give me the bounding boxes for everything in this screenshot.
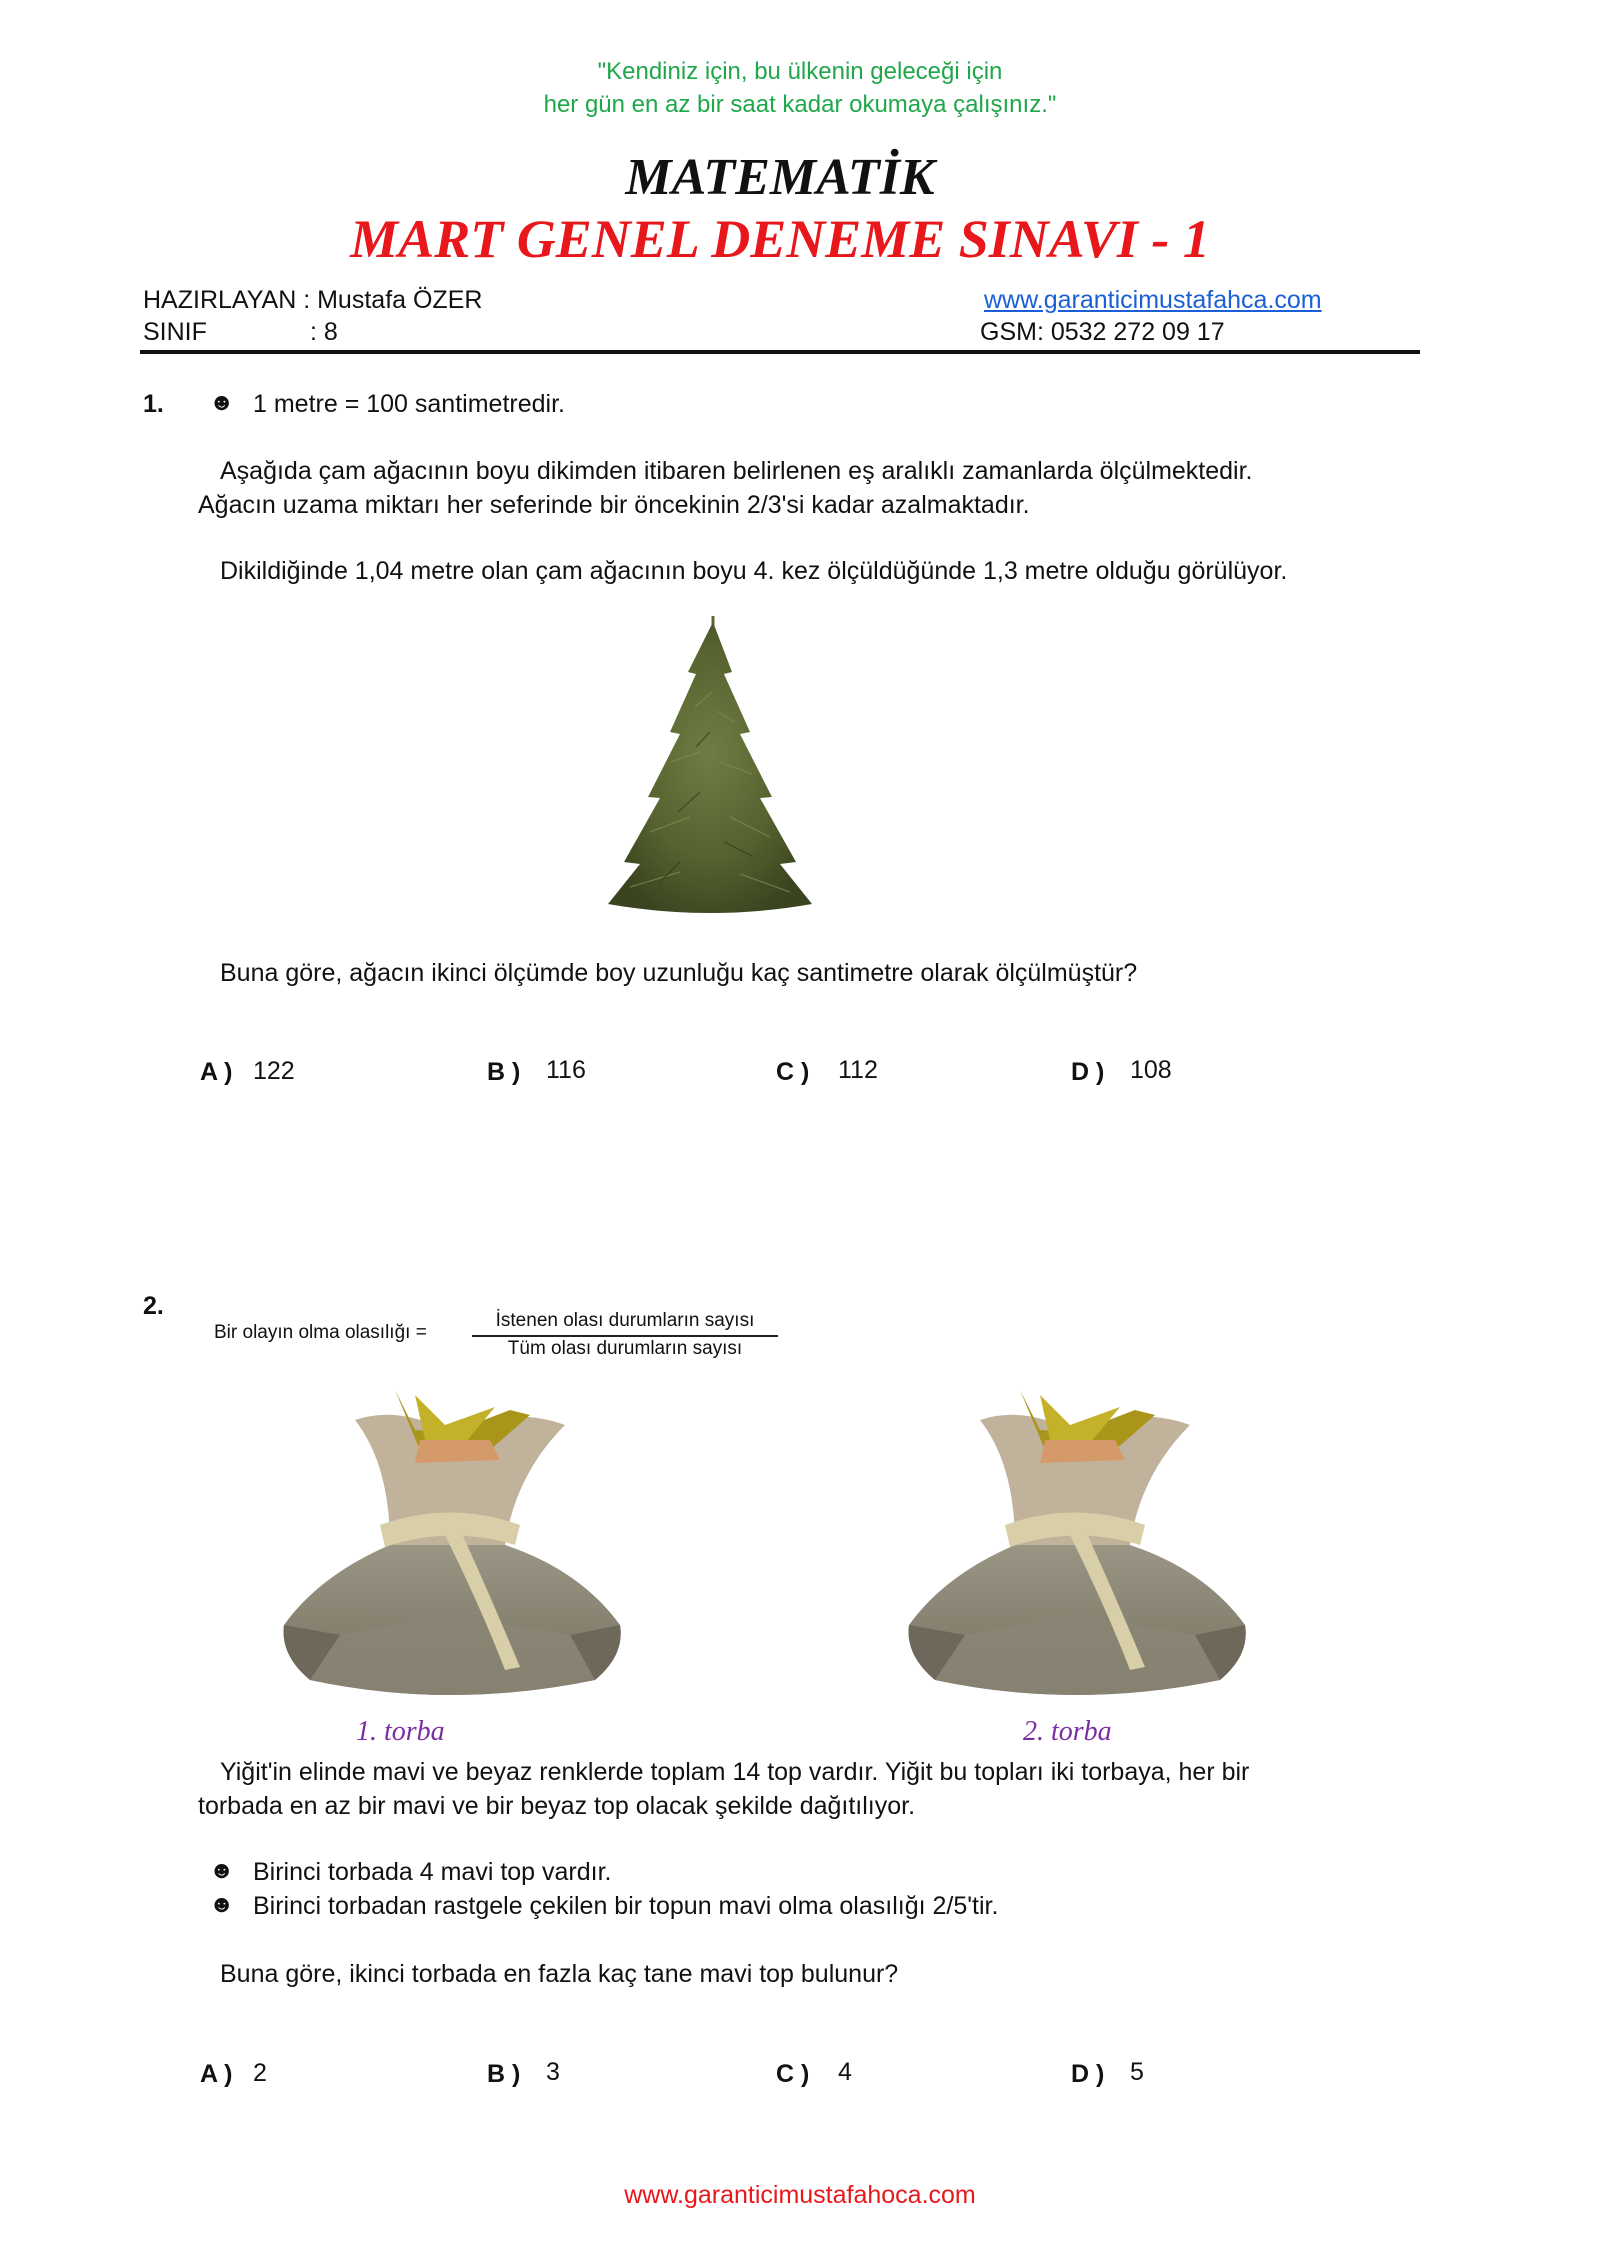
q1-option-d-label[interactable]: D ) bbox=[1071, 1058, 1105, 1086]
question-1-number: 1. bbox=[143, 390, 164, 418]
author-label: HAZIRLAYAN : Mustafa ÖZER bbox=[143, 286, 483, 314]
question-1-para1-line1: Aşağıda çam ağacının boyu dikimden itibaren belirlenen eş aralıklı zamanlarda ölçülmektedir. bbox=[220, 457, 1253, 485]
question-1-prompt: Buna göre, ağacın ikinci ölçümde boy uzunluğu kaç santimetre olarak ölçülmüştür? bbox=[220, 959, 1138, 987]
smiley-icon: ☻ bbox=[209, 1891, 235, 1918]
subject-title: MATEMATİK bbox=[625, 149, 935, 206]
q2-option-b-value[interactable]: 3 bbox=[546, 2058, 560, 2086]
q1-option-b-value[interactable]: 116 bbox=[546, 1056, 586, 1084]
q2-option-b-label[interactable]: B ) bbox=[487, 2060, 521, 2088]
motto-line-2: her gün en az bir saat kadar okumaya çalışınız." bbox=[543, 91, 1057, 118]
q1-option-b-label[interactable]: B ) bbox=[487, 1058, 521, 1086]
exam-title: MART GENEL DENEME SINAVI - 1 bbox=[350, 209, 1210, 269]
q2-option-c-label[interactable]: C ) bbox=[776, 2060, 810, 2088]
sack-image bbox=[905, 1385, 1250, 1700]
question-1-para2: Dikildiğinde 1,04 metre olan çam ağacının boyu 4. kez ölçüldüğünde 1,3 metre olduğu görülüyor. bbox=[220, 557, 1288, 585]
q2-option-a-label[interactable]: A ) bbox=[200, 2060, 233, 2088]
q1-option-d-value[interactable]: 108 bbox=[1130, 1056, 1172, 1084]
phone-number: GSM: 0532 272 09 17 bbox=[980, 318, 1225, 346]
smiley-icon: ☻ bbox=[209, 1857, 235, 1884]
formula-left: Bir olayın olma olasılığı = bbox=[214, 1322, 427, 1343]
question-2-para-line2: torbada en az bir mavi ve bir beyaz top olacak şekilde dağıtılıyor. bbox=[198, 1792, 916, 1820]
motto bbox=[0, 55, 1600, 121]
motto-line-1: "Kendiniz için, bu ülkenin geleceği için bbox=[597, 58, 1003, 85]
header-divider bbox=[140, 350, 1420, 354]
question-1-para1-line2: Ağacın uzama miktarı her seferinde bir öncekinin 2/3'si kadar azalmaktadır. bbox=[198, 491, 1030, 519]
class-value: : 8 bbox=[310, 318, 338, 346]
q1-option-a-value[interactable]: 122 bbox=[253, 1057, 295, 1085]
smiley-icon: ☻ bbox=[209, 389, 235, 416]
q2-option-d-label[interactable]: D ) bbox=[1071, 2060, 1105, 2088]
q2-option-d-value[interactable]: 5 bbox=[1130, 2058, 1144, 2086]
formula-fraction-bar bbox=[472, 1335, 778, 1337]
question-2-para-line1: Yiğit'in elinde mavi ve beyaz renklerde toplam 14 top vardır. Yiğit bu topları iki torbaya, her bir bbox=[220, 1758, 1250, 1786]
formula-numerator: İstenen olası durumların sayısı bbox=[495, 1310, 755, 1331]
q1-option-c-value[interactable]: 112 bbox=[838, 1056, 878, 1084]
bag-1-label: 1. torba bbox=[356, 1716, 445, 1747]
q1-option-a-label[interactable]: A ) bbox=[200, 1058, 233, 1086]
q2-option-c-value[interactable]: 4 bbox=[838, 2058, 852, 2086]
question-2-number: 2. bbox=[143, 1292, 164, 1320]
pine-tree-image bbox=[600, 612, 820, 920]
website-link[interactable]: www.garanticimustafahca.com bbox=[984, 286, 1322, 314]
bag-2-label: 2. torba bbox=[1023, 1716, 1112, 1747]
q2-option-a-value[interactable]: 2 bbox=[253, 2059, 267, 2087]
question-2-bullet-2: Birinci torbadan rastgele çekilen bir topun mavi olma olasılığı 2/5'tir. bbox=[253, 1892, 999, 1920]
class-label: SINIF bbox=[143, 318, 207, 346]
question-2-bullet-1: Birinci torbada 4 mavi top vardır. bbox=[253, 1858, 612, 1886]
question-1-note: 1 metre = 100 santimetredir. bbox=[253, 390, 565, 418]
question-2-prompt: Buna göre, ikinci torbada en fazla kaç tane mavi top bulunur? bbox=[220, 1960, 899, 1988]
formula-denominator: Tüm olası durumların sayısı bbox=[507, 1338, 743, 1359]
footer-website[interactable]: www.garanticimustafahoca.com bbox=[624, 2181, 976, 2209]
q1-option-c-label[interactable]: C ) bbox=[776, 1058, 810, 1086]
sack-image bbox=[280, 1385, 625, 1700]
